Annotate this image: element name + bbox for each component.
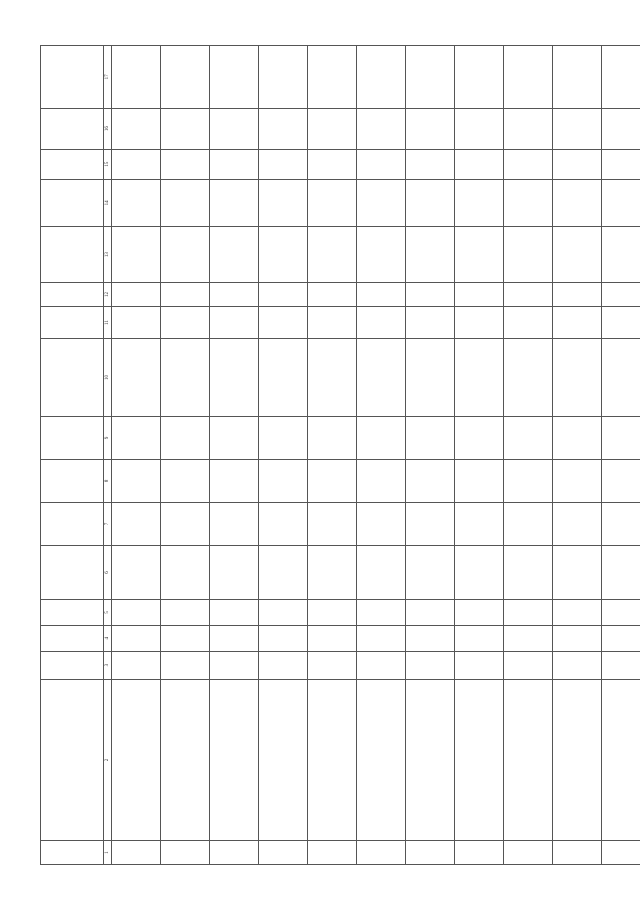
limit-cost	[308, 108, 357, 149]
column-number: 15	[104, 149, 112, 179]
work-cost	[504, 227, 553, 283]
work-cost	[406, 227, 455, 283]
house-address	[553, 679, 602, 841]
work-volume	[112, 283, 161, 307]
column-header	[41, 283, 104, 307]
column-number: 8	[104, 459, 112, 502]
column-number: 17	[104, 46, 112, 109]
row-number	[406, 841, 455, 865]
column-header	[41, 841, 104, 865]
table-row	[161, 46, 210, 865]
column-number: 12	[104, 283, 112, 307]
work-volume	[406, 283, 455, 307]
total-area	[602, 502, 640, 545]
living-area	[602, 459, 640, 502]
row-number	[504, 841, 553, 865]
column-header	[41, 599, 104, 625]
units-list	[553, 306, 602, 338]
total-cost	[259, 46, 308, 109]
works-list	[455, 339, 504, 417]
limit-cost	[455, 108, 504, 149]
work-volume	[602, 283, 640, 307]
limit-cost	[602, 108, 640, 149]
table-row	[553, 46, 602, 865]
total-cost	[602, 46, 640, 109]
house-address	[308, 679, 357, 841]
living-area	[210, 459, 259, 502]
total-area	[455, 502, 504, 545]
residents-count	[553, 416, 602, 459]
works-list	[602, 339, 640, 417]
entrances-count	[259, 599, 308, 625]
units-list	[357, 306, 406, 338]
residents-count	[602, 416, 640, 459]
units-list	[406, 306, 455, 338]
work-cost	[455, 227, 504, 283]
total-cost	[210, 46, 259, 109]
unit-cost	[602, 179, 640, 226]
column-number: 1	[104, 841, 112, 865]
plan-year	[602, 149, 640, 179]
total-area	[357, 502, 406, 545]
total-area	[210, 502, 259, 545]
entrances-count	[112, 599, 161, 625]
plan-year	[308, 149, 357, 179]
row-number	[553, 841, 602, 865]
unit-cost	[357, 179, 406, 226]
plan-year	[357, 149, 406, 179]
total-area	[553, 502, 602, 545]
residents-count	[161, 416, 210, 459]
limit-cost	[259, 108, 308, 149]
total-area	[161, 502, 210, 545]
residents-count	[308, 416, 357, 459]
column-number: 13	[104, 227, 112, 283]
work-cost	[112, 227, 161, 283]
table-row	[406, 46, 455, 865]
wall-material	[553, 546, 602, 600]
works-list	[259, 339, 308, 417]
living-area	[553, 459, 602, 502]
floors-count	[553, 625, 602, 651]
column-header	[41, 679, 104, 841]
row-number	[259, 841, 308, 865]
floors-count	[161, 625, 210, 651]
total-area	[504, 502, 553, 545]
residents-count	[357, 416, 406, 459]
plan-year	[112, 149, 161, 179]
row-number	[112, 841, 161, 865]
table-row	[112, 46, 161, 865]
works-list	[553, 339, 602, 417]
units-list	[112, 306, 161, 338]
table-row	[210, 46, 259, 865]
total-area	[308, 502, 357, 545]
build-year	[161, 651, 210, 679]
total-area	[259, 502, 308, 545]
works-list	[504, 339, 553, 417]
residents-count	[504, 416, 553, 459]
residents-count	[210, 416, 259, 459]
units-list	[455, 306, 504, 338]
capital-repair-table	[40, 45, 640, 865]
living-area	[455, 459, 504, 502]
works-list	[406, 339, 455, 417]
build-year	[308, 651, 357, 679]
limit-cost	[553, 108, 602, 149]
work-volume	[308, 283, 357, 307]
units-list	[161, 306, 210, 338]
living-area	[259, 459, 308, 502]
column-header	[41, 46, 104, 109]
rotated-table-container	[40, 45, 620, 865]
house-address	[210, 679, 259, 841]
units-list	[210, 306, 259, 338]
column-header	[41, 459, 104, 502]
total-cost	[406, 46, 455, 109]
plan-year	[406, 149, 455, 179]
build-year	[112, 651, 161, 679]
unit-cost	[112, 179, 161, 226]
column-header	[41, 149, 104, 179]
column-header	[41, 306, 104, 338]
works-list	[308, 339, 357, 417]
column-number: 14	[104, 179, 112, 226]
work-cost	[357, 227, 406, 283]
entrances-count	[161, 599, 210, 625]
wall-material	[210, 546, 259, 600]
wall-material	[259, 546, 308, 600]
column-number: 5	[104, 599, 112, 625]
column-header	[41, 416, 104, 459]
house-address	[455, 679, 504, 841]
unit-cost	[455, 179, 504, 226]
work-cost	[602, 227, 640, 283]
unit-cost	[308, 179, 357, 226]
build-year	[357, 651, 406, 679]
residents-count	[112, 416, 161, 459]
column-header	[41, 108, 104, 149]
floors-count	[308, 625, 357, 651]
house-address	[406, 679, 455, 841]
limit-cost	[161, 108, 210, 149]
works-list	[357, 339, 406, 417]
works-list	[161, 339, 210, 417]
column-header	[41, 651, 104, 679]
living-area	[357, 459, 406, 502]
work-volume	[455, 283, 504, 307]
floors-count	[259, 625, 308, 651]
build-year	[553, 651, 602, 679]
limit-cost	[112, 108, 161, 149]
total-cost	[112, 46, 161, 109]
living-area	[112, 459, 161, 502]
row-number	[455, 841, 504, 865]
total-cost	[455, 46, 504, 109]
floors-count	[112, 625, 161, 651]
row-number	[210, 841, 259, 865]
column-header	[41, 179, 104, 226]
plan-year	[455, 149, 504, 179]
units-list	[504, 306, 553, 338]
plan-year	[210, 149, 259, 179]
work-volume	[357, 283, 406, 307]
row-number	[357, 841, 406, 865]
build-year	[602, 651, 640, 679]
limit-cost	[406, 108, 455, 149]
table-row	[504, 46, 553, 865]
entrances-count	[406, 599, 455, 625]
build-year	[455, 651, 504, 679]
table-row	[357, 46, 406, 865]
floors-count	[357, 625, 406, 651]
build-year	[210, 651, 259, 679]
wall-material	[357, 546, 406, 600]
table-row	[455, 46, 504, 865]
work-cost	[259, 227, 308, 283]
unit-cost	[504, 179, 553, 226]
floors-count	[504, 625, 553, 651]
total-cost	[553, 46, 602, 109]
house-address	[357, 679, 406, 841]
works-list	[210, 339, 259, 417]
wall-material	[455, 546, 504, 600]
living-area	[406, 459, 455, 502]
wall-material	[308, 546, 357, 600]
wall-material	[161, 546, 210, 600]
work-volume	[553, 283, 602, 307]
total-cost	[308, 46, 357, 109]
total-area	[406, 502, 455, 545]
entrances-count	[455, 599, 504, 625]
wall-material	[602, 546, 640, 600]
total-cost	[161, 46, 210, 109]
unit-cost	[161, 179, 210, 226]
row-number	[161, 841, 210, 865]
column-number: 10	[104, 339, 112, 417]
house-address	[504, 679, 553, 841]
work-volume	[259, 283, 308, 307]
house-address	[259, 679, 308, 841]
column-number-row	[104, 46, 112, 865]
entrances-count	[357, 599, 406, 625]
floors-count	[210, 625, 259, 651]
column-number: 7	[104, 502, 112, 545]
work-cost	[553, 227, 602, 283]
table-row	[259, 46, 308, 865]
plan-year	[259, 149, 308, 179]
plan-year	[504, 149, 553, 179]
total-cost	[357, 46, 406, 109]
floors-count	[602, 625, 640, 651]
plan-year	[161, 149, 210, 179]
column-header	[41, 546, 104, 600]
units-list	[602, 306, 640, 338]
living-area	[161, 459, 210, 502]
build-year	[406, 651, 455, 679]
column-number: 16	[104, 108, 112, 149]
entrances-count	[504, 599, 553, 625]
house-address	[161, 679, 210, 841]
header-row	[41, 46, 104, 865]
work-volume	[161, 283, 210, 307]
build-year	[504, 651, 553, 679]
units-list	[259, 306, 308, 338]
column-number: 6	[104, 546, 112, 600]
column-number: 2	[104, 679, 112, 841]
table-row	[308, 46, 357, 865]
house-address	[602, 679, 640, 841]
units-list	[308, 306, 357, 338]
table-row	[602, 46, 640, 865]
residents-count	[259, 416, 308, 459]
residents-count	[455, 416, 504, 459]
entrances-count	[602, 599, 640, 625]
entrances-count	[553, 599, 602, 625]
work-cost	[161, 227, 210, 283]
works-list	[112, 339, 161, 417]
total-cost	[504, 46, 553, 109]
work-cost	[308, 227, 357, 283]
floors-count	[455, 625, 504, 651]
wall-material	[112, 546, 161, 600]
unit-cost	[406, 179, 455, 226]
house-address	[112, 679, 161, 841]
entrances-count	[210, 599, 259, 625]
limit-cost	[357, 108, 406, 149]
column-number: 11	[104, 306, 112, 338]
work-volume	[210, 283, 259, 307]
wall-material	[406, 546, 455, 600]
column-number: 9	[104, 416, 112, 459]
living-area	[504, 459, 553, 502]
work-cost	[210, 227, 259, 283]
column-header	[41, 625, 104, 651]
column-number: 3	[104, 651, 112, 679]
floors-count	[406, 625, 455, 651]
unit-cost	[210, 179, 259, 226]
column-header	[41, 502, 104, 545]
living-area	[308, 459, 357, 502]
unit-cost	[259, 179, 308, 226]
residents-count	[406, 416, 455, 459]
column-header	[41, 227, 104, 283]
limit-cost	[210, 108, 259, 149]
column-number: 4	[104, 625, 112, 651]
total-area	[112, 502, 161, 545]
unit-cost	[553, 179, 602, 226]
row-number	[308, 841, 357, 865]
entrances-count	[308, 599, 357, 625]
row-number	[602, 841, 640, 865]
plan-year	[553, 149, 602, 179]
wall-material	[504, 546, 553, 600]
build-year	[259, 651, 308, 679]
work-volume	[504, 283, 553, 307]
limit-cost	[504, 108, 553, 149]
column-header	[41, 339, 104, 417]
